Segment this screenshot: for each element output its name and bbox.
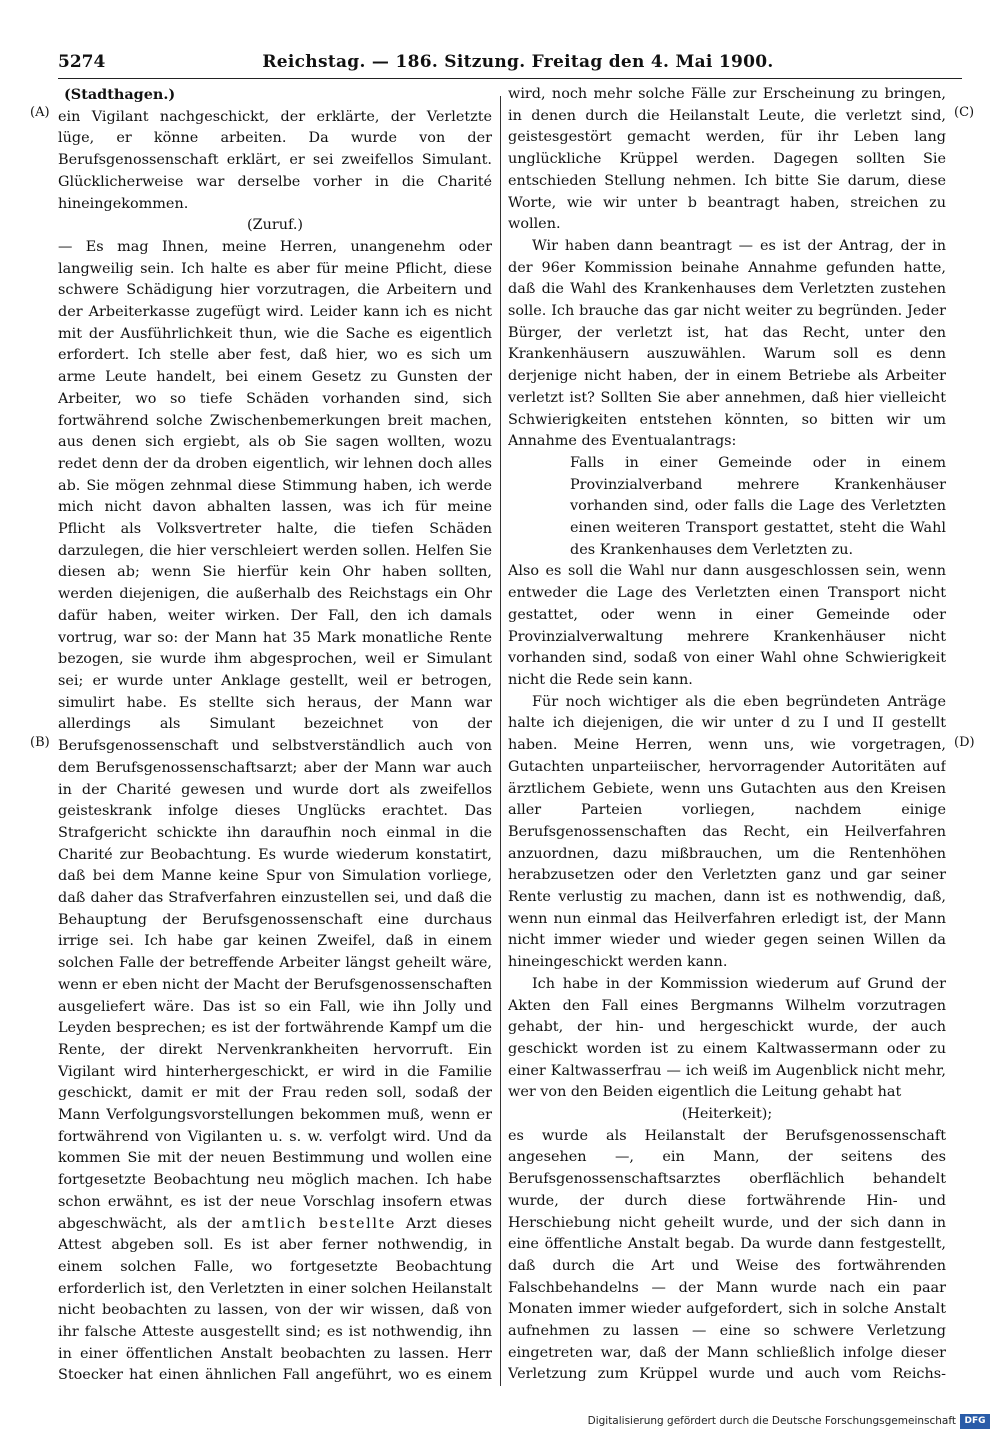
interjection: (Zuruf.) (246, 217, 304, 234)
paragraph-text: Arzt dieses Attest abgeben soll. Es ist aber ferner nothwendig, in einem solchen Falle, wo fortgesetzte Beobachtung erforderlich ist, den Verletzten in einer solchen Heilanstalt nicht beobachten zu lassen, von der wir wissen, daß von ihr falsche Atteste ausgestellt sind; es ist nothwendig, ihn in einer öffentlichen Anstalt beobachten zu lassen. Herr Stoecker hat einen ähnlichen Fall angeführt, wo es einem (58, 1215, 492, 1384)
left-column (58, 84, 492, 1384)
dfg-logo: DFG (960, 1414, 990, 1429)
funding-text: Digitalisierung gefördert durch die Deutsche Forschungsgemeinschaft (587, 1415, 956, 1427)
paragraph: Also es soll die Wahl nur dann ausgeschlossen sein, wenn entweder die Lage des Verletzten einen Transport nicht gestattet, oder wenn in einer Gemeinde oder Provinzialverwaltung mehrere Krankenhäuser nicht vorhanden sind, sodaß von einer Wahl ohne Schwierigkeit nicht die Rede sein kann. (508, 563, 946, 688)
motion-quote: Falls in einer Gemeinde oder in einem Provinzialverband mehrere Krankenhäuser vorhanden sind, oder falls die Lage des Verletzten einen weiteren Transport gestattet, steht die Wahl des Krankenhauses dem Verletzten zu. (570, 454, 946, 558)
column-divider (500, 96, 501, 1386)
paragraph: ein Vigilant nachgeschickt, der erklärte, der Verletzte lüge, er könne arbeiten. Da wurde von der Berufsgenossenschaft erklärt, er sei zweifellos Simulant. Glücklicherweise war derselbe vorher in die Charité hineingekommen. (58, 108, 492, 212)
paragraph: es wurde als Heilanstalt der Berufsgenossenschaft angesehen —, ein Mann, der seitens des Berufsgenossenschaftsarztes oberflächlich behandelt wurde, der durch diese fortwährende Hin- und Herschiebung nicht geheilt wurde, und der sich dann in eine öffentliche Anstalt begab. Da wurde dann festgestellt, daß durch die Art und Weise des fortwährenden Falschbehandelns — der Mann wurde nach ein paar Monaten immer wieder aufgefordert, sich in solche Anstalt aufnehmen zu lassen — eine so schwere Verletzung eingetreten war, daß der Mann schließlich infolge dieser Verletzung zum Krüppel wurde und auch vom Reichs- (508, 1127, 946, 1383)
page-number: 5274 (58, 52, 106, 72)
running-title: Reichstag. — 186. Sitzung. Freitag den 4. Mai 1900. (262, 52, 774, 72)
paragraph: wird, noch mehr solche Fälle zur Erscheinung zu bringen, in denen durch die Heilanstalt Leute, die verletzt sind, geistesgestört gemacht werden, für ihr Leben lang unglückliche Krüppel werden. Dagegen sollten Sie entschieden Stellung nehmen. Ich bitte Sie darum, diese Worte, wie wir unter b beantragt haben, streichen zu wollen. (508, 86, 946, 233)
margin-marker-a: (A) (30, 105, 50, 120)
page-header (58, 52, 962, 79)
speaker-name: (Stadthagen.) (64, 86, 176, 103)
paragraph: Ich habe in der Kommission wiederum auf Grund der Akten den Fall eines Bergmanns Wilhelm vorzutragen gehabt, der hin- und hergeschickt wurde, der auch geschickt worden ist zu einem Kaltwassermann oder zu einer Kaltwasserfrau — ich weiß im Augenblick nicht mehr, wer von den Beiden eigentlich die Leitung gehabt hat (508, 975, 946, 1101)
paragraph: Wir haben dann beantragt — es ist der Antrag, der in der 96er Kommission beinahe Annahme gefunden hatte, daß die Wahl des Krankenhauses dem Verletzten zustehen solle. Ich brauche das gar nicht weiter zu begründen. Jeder Bürger, der verletzt ist, hat das Recht, unter den Krankenhäusern auszuwählen. Warum soll es denn derjenige nicht haben, der in einem Betriebe als Arbeiter verletzt ist? Sollten Sie aber annehmen, daß hier vielleicht Schwierigkeiten entstehen könnten, so bitten wir um Annahme des Eventualantrags: (508, 237, 946, 450)
paragraph: Für noch wichtiger als die eben begründeten Anträge halte ich diejenigen, die wir unter d zu I und II gestellt haben. Meine Herren, wenn uns, wie vorgetragen, Gutachten unparteiischer, hervorragender Autoritäten auf ärztlichem Gebiete, wenn uns Gutachten aus den Kreisen aller Parteien vorliegen, nachdem einige Berufsgenossenschaften das Recht, ein Heilverfahren anzuordnen, dazu mißbrauchen, um die Rentenhöhen herabzusetzen oder den Verletzten ganz und gar seiner Rente verlustig zu machen, dann ist es nothwendig, daß, wenn nun einmal das Heilverfahren erledigt ist, der Mann nicht immer wieder und wieder gegen seinen Willen da hineingeschickt werden kann. (508, 693, 946, 971)
paragraph-text: — Es mag Ihnen, meine Herren, unangenehm oder langweilig sein. Ich halte es aber für meine Pflicht, diese schwere Schädigung hier vorzutragen, die Arbeitern und der Arbeiterkasse zugefügt wird. Leider kann ich es nicht mit der Ausführlichkeit thun, wie die Sache es eigentlich erfordert. Ich stelle aber fest, daß hier, wo es sich um arme Leute handelt, bei einem Gesetz zu Gunsten der Arbeiter, wo so tiefe Schäden vorhanden sind, sich fortwährend solche Zwischenbemerkungen breit machen, aus denen sich ergiebt, als ob Sie sagen wollten, wozu redet denn der da droben eigentlich, wir lehnen doch alles ab. Sie mögen zehnmal diese Stimmung haben, ich werde mich nicht davon abhalten lassen, was ich für meine Pflicht als Volksvertreter halte, die tiefen Schäden darzulegen, die hier verschleiert werden sollen. Helfen Sie diesen ab; wenn Sie hierfür kein Ohr haben sollten, werden diejenigen, die außerhalb des Reichstags ein Ohr dafür haben, weiter wirken. Der Fall, den ich damals vortrug, war so: der Mann hat 35 Mark monatliche Rente bezogen, sie wurde ihm abgesprochen, weil er Simulant sei; er wurde unter Anklage gestellt, weil er betrogen, simulirt habe. Es stellte sich heraus, der Mann war allerdings als Simulant bezeichnet von der Berufsgenossenschaft und selbstverständlich auch von dem Berufsgenossenschaftsarzt; aber der Mann war auch in der Charité gewesen und wurde dort als zweifellos geisteskrank infolge dieses Unglücks erachtet. Das Strafgericht schickte ihn daraufhin noch einmal in die Charité zur Beobachtung. Es wurde wiederum konstatirt, daß bei dem Manne keine Spur von Simulation vorliege, daß daher das Strafverfahren einzustellen sei, und daß die Behauptung der Berufsgenossenschaft eine durchaus irrige sei. Ich habe gar keinen Zweifel, daß in einem solchen Falle der betreffende Arbeiter längst geheilt wäre, wenn er eben nicht der Macht der Berufsgenossenschaften ausgeliefert wäre. Das ist so ein Fall, wie ihn Jolly und Leyden besprechen; es ist der fortwährende Kampf um die Rente, der direkt Nervenkrankheiten hervorruft. Ein Vigilant wird hinterhergeschickt, er wird in die Familie geschickt, damit er mit der Frau reden soll, sodaß der Mann Verfolgungsvorstellungen bekommen muß, wenn er fortwährend von Vigilanten u. s. w. verfolgt wird. Und da kommen Sie mit der neuen Bestimmung und wollen eine fortgesetzte Beobachtung neu möglich machen. Ich habe schon erwähnt, es ist der neue Vorschlag insofern etwas abgeschwächt, als der (58, 238, 492, 1232)
emphasized-text: amtlich bestellte (241, 1215, 397, 1232)
margin-marker-d: (D) (954, 735, 975, 750)
paragraph (58, 237, 492, 1384)
margin-marker-c: (C) (954, 105, 975, 120)
right-column (508, 84, 946, 1384)
funding-footer (587, 1414, 990, 1430)
interjection: (Heiterkeit); (681, 1106, 773, 1123)
margin-marker-b: (B) (30, 735, 50, 750)
